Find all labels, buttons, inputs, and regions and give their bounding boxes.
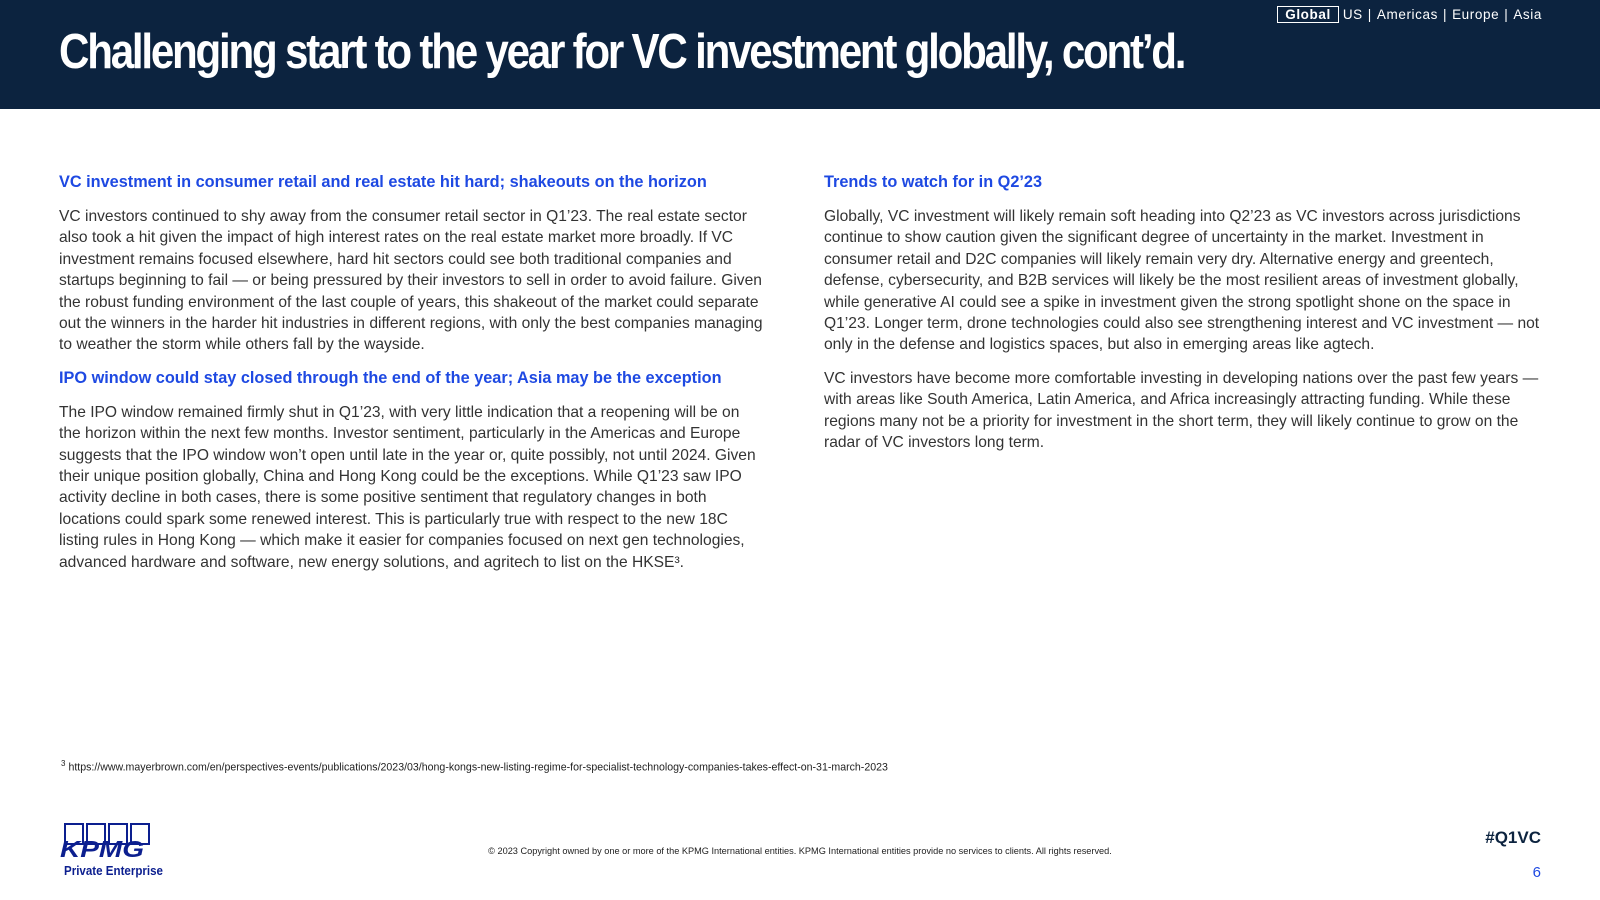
region-tab-europe[interactable]: Europe: [1452, 7, 1500, 22]
left-column: [59, 172, 763, 585]
section-body-trends: Globally, VC investment will likely remain soft heading into Q2’23 as VC investors across jurisdictions continue to show caution given the significant degree of uncertainty in the market. Investment in consumer retail and D2C companies will likely remain very dry. Alternative energy and greentech, defense, cybersecurity, and B2B services will likely be the most resilient areas of investment globally, while generative AI could see a spike in investment given the strong spotlight shone on the space in Q1’23. Longer term, drone technologies could also see strengthening interest and VC investment — not only in the defense and logistics spaces, but also in emerging areas like agtech.: [824, 208, 1540, 354]
section-body-developing-nations: VC investors have become more comfortable investing in developing nations over the past few years — with areas like South America, Latin America, and Africa increasingly attracting funding. While these regions many not be a priority for investment in the short term, they will likely continue to grow on the radar of VC investors long term.: [824, 369, 1539, 452]
region-nav: [1277, 6, 1542, 23]
page-number: 6: [1532, 864, 1541, 881]
footnote: [61, 759, 888, 774]
region-separator: |: [1442, 7, 1448, 22]
section-heading-retail: VC investment in consumer retail and real estate hit hard; shakeouts on the horizon: [59, 173, 707, 191]
logo-subtext: Private Enterprise: [64, 863, 163, 878]
header-bar: [0, 0, 1600, 109]
section-heading-trends: Trends to watch for in Q2’23: [824, 173, 1043, 191]
region-separator: |: [1504, 7, 1509, 22]
logo-wordmark: KPMG: [60, 836, 145, 862]
right-column: [824, 172, 1540, 465]
region-tab-us[interactable]: US: [1342, 7, 1363, 22]
hashtag-label: #Q1VC: [1485, 828, 1541, 847]
footnote-link[interactable]: https://www.mayerbrown.com/en/perspectives-events/publications/2023/03/hong-kongs-new-listing-regime-for-specialist-technology-companies-takes-effect-on-31-march-2023: [68, 761, 888, 774]
region-separator: |: [1367, 7, 1372, 22]
page-title: Challenging start to the year for VC investment globally, cont’d.: [59, 25, 1185, 79]
region-tab-americas[interactable]: Americas: [1376, 7, 1438, 22]
copyright-text: © 2023 Copyright owned by one or more of the KPMG International entities. KPMG International entities provide no services to clients. All rights reserved.: [488, 846, 1112, 856]
section-body-retail: VC investors continued to shy away from the consumer retail sector in Q1’23. The real estate sector also took a hit given the impact of high interest rates on the real estate market more broadly. If VC investment remains focused elsewhere, hard hit sectors could see both traditional companies and startups beginning to fail — or being pressured by their investors to sell in order to avoid failure. Given the robust funding environment of the last couple of years, this shakeout of the market could separate out the winners in the harder hit industries in different regions, with only the best companies managing to weather the storm while others fall by the wayside.: [59, 208, 763, 354]
footnote-marker: 3: [61, 759, 66, 768]
region-tab-asia[interactable]: Asia: [1513, 7, 1542, 22]
section-body-ipo: The IPO window remained firmly shut in Q1’23, with very little indication that a reopening will be on the horizon within the next few months. Investor sentiment, particularly in the Americas and Europe suggests that the IPO window won’t open until late in the year or, quite possibly, not until 2024. Given their unique position globally, China and Hong Kong could be the exceptions. While Q1’23 saw IPO activity decline in both cases, there is some positive sentiment that regulatory changes in both locations could spark some renewed interest. This is particularly true with respect to the new 18C listing rules in Hong Kong — which make it easier for companies focused on next gen technologies, advanced hardware and software, new energy solutions, and agritech to list on the HKSE³.: [59, 403, 756, 571]
section-heading-ipo: IPO window could stay closed through the end of the year; Asia may be the exception: [59, 368, 722, 387]
region-tab-global[interactable]: Global: [1277, 6, 1339, 23]
